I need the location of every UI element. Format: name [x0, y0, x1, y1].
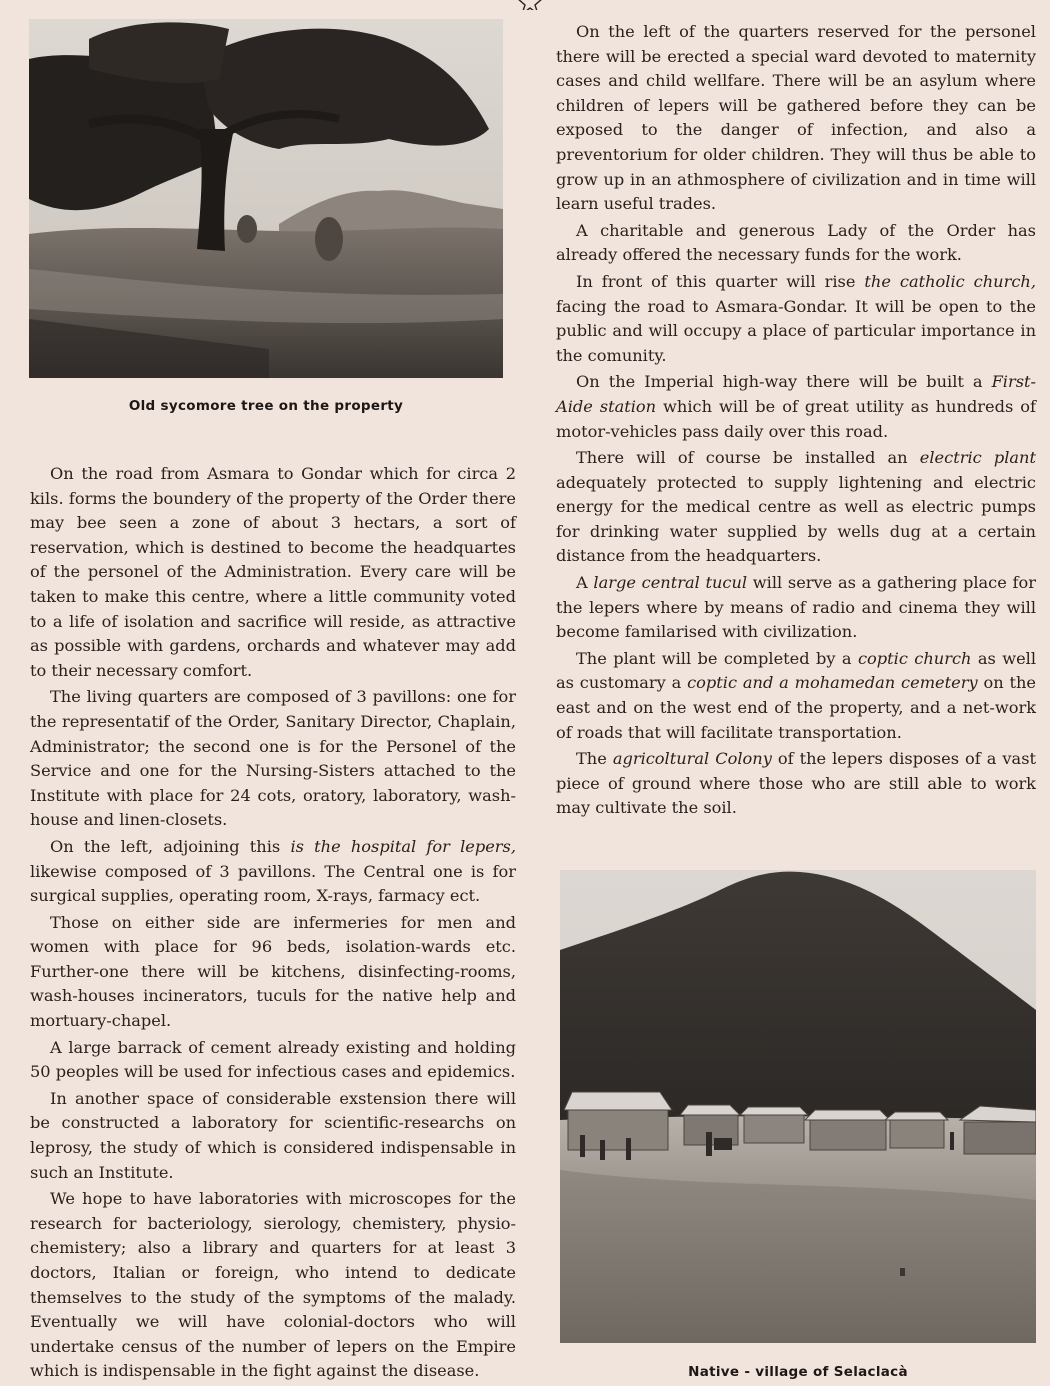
paragraph: There will of course be installed an electric plant adequately protected to supply lightening and electric energy for the medical centre as well as electric pumps for drinking water supplied by wells dug at a certain distance from the headquarters.	[556, 448, 1036, 566]
right-column-text	[556, 20, 1036, 823]
paragraph: In front of this quarter will rise the catholic church, facing the road to Asmara-Gondar. It will be open to the public and will occupy a place of particular importance in the comunity.	[556, 271, 1036, 365]
paragraph: On the left, adjoining this is the hospital for lepers, likewise composed of 3 pavillons. The Central one is for surgical supplies, operating room, X-rays, farmacy ect.	[30, 836, 517, 906]
paragraph: A charitable and generous Lady of the Order has already offered the necessary funds for the work.	[556, 220, 1036, 265]
star-ornament-icon	[517, 0, 543, 10]
paragraph: In another space of considerable exstension there will be constructed a laboratory for scientific-researchs on leprosy, the study of which is considered indispensable in such an Institute.	[30, 1088, 516, 1182]
photo-caption: Native - village of Selaclacà	[688, 1364, 908, 1380]
left-column-text	[30, 462, 516, 1386]
paragraph: On the left of the quarters reserved for the personel there will be erected a special ward devoted to maternity cases and child wellfare. There will be an asylum where children of lepers will be gathered before they can be exposed to the danger of infection, and also a preventorium for older children. They will thus be able to grow up in an athmosphere of civilization and in time will learn useful trades.	[556, 22, 1036, 214]
paragraph: The plant will be completed by a coptic church as well as customary a coptic and a mohamedan cemetery on the east and on the west end of the property, and a net-work of roads that will facilitate transportation.	[556, 648, 1037, 742]
paragraph: On the Imperial high-way there will be built a First-Aide station which will be of great utility as hundreds of motor-vehicles pass daily over this road.	[556, 372, 1036, 441]
paragraph: Those on either side are infermeries for men and women with place for 96 beds, isolation-wards etc. Further-one there will be kitchens, disinfecting-rooms, wash-houses incinerators, tuculs for the native help and mortuary-chapel.	[30, 912, 516, 1031]
sycomore-tree-photo	[29, 19, 503, 378]
photo-caption: Old sycomore tree on the property	[128, 398, 404, 414]
paragraph: A large barrack of cement already existing and holding 50 peoples will be used for infectious cases and epidemics.	[30, 1037, 516, 1082]
paragraph: We hope to have laboratories with microscopes for the research for bacteriology, sierology, chemistery, physio-chemistery; also a library and quarters for at least 3 doctors, Italian or foreign, who intend to dedicate themselves to the study of the symptoms of the malady. Eventually we will have colonial-doctors who will undertake census of the number of lepers on the Empire which is indispensable in the fight against the disease.	[30, 1189, 516, 1381]
native-village-photo	[560, 870, 1036, 1343]
paragraph: On the road from Asmara to Gondar which for circa 2 kils. forms the boundery of the property of the Order there may bee seen a zone of about 3 hectars, a sort of reservation, which is destined to become the headquartes of the personel of the Administration. Every care will be taken to make this centre, where a little community voted to a life of isolation and sacrifice will reside, as attractive as possible with gardens, orchards and whatever may add to their necessary comfort.	[30, 464, 516, 680]
paragraph: A large central tucul will serve as a gathering place for the lepers where by means of radio and cinema they will become familarised with civilization.	[556, 573, 1036, 642]
paragraph: The living quarters are composed of 3 pavillons: one for the representatif of the Order, Sanitary Director, Chaplain, Administrator; the second one is for the Personel of the Service and one for the Nursing-Sisters attached to the Institute with place for 24 cots, oratory, laboratory, wash-house and linen-closets.	[30, 687, 516, 830]
paragraph: The agricoltural Colony of the lepers disposes of a vast piece of ground where those who are still able to work may cultivate the soil.	[556, 749, 1037, 818]
